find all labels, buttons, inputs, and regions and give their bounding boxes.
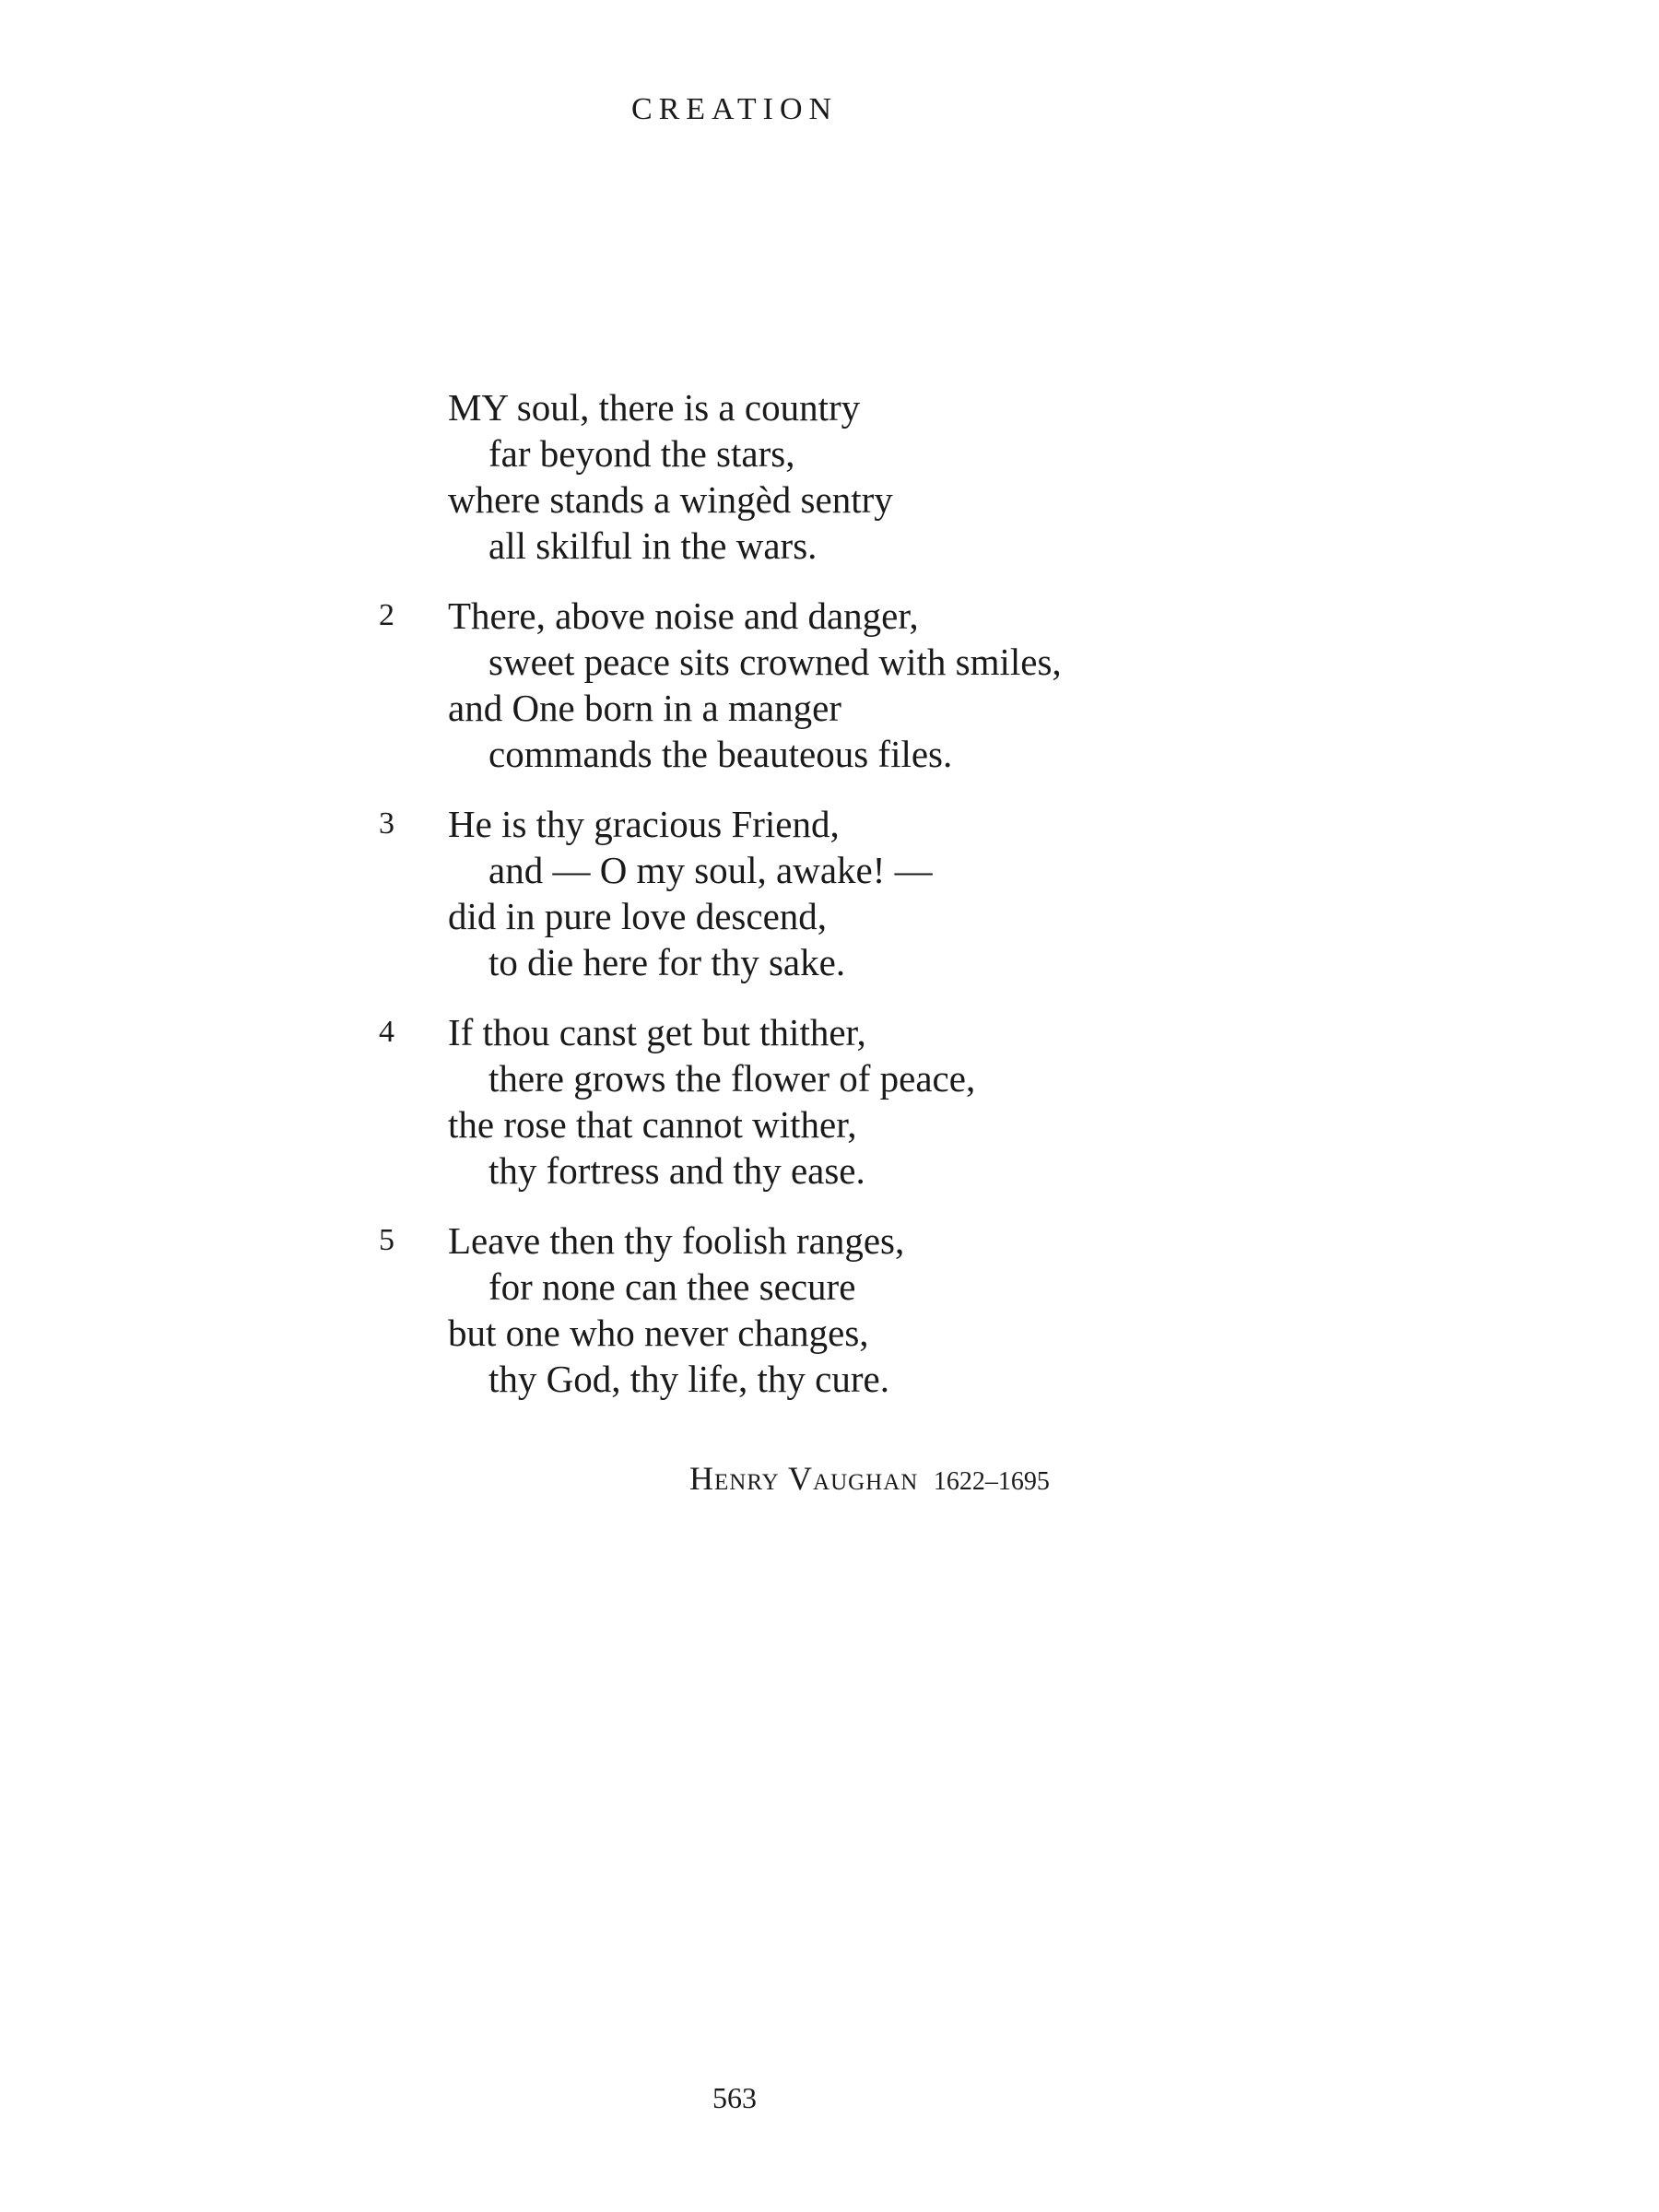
stanza-2 bbox=[0, 593, 1659, 777]
hymn-line: for none can thee secure bbox=[488, 1265, 856, 1308]
hymn-line: He is thy gracious Friend, bbox=[448, 803, 840, 845]
verse-number: 5 bbox=[379, 1223, 394, 1257]
attribution bbox=[689, 1459, 1050, 1498]
hymn-line: but one who never changes, bbox=[448, 1312, 869, 1354]
verse-number: 3 bbox=[379, 806, 394, 841]
hymn-line: to die here for thy sake. bbox=[488, 941, 846, 983]
stanza-4 bbox=[0, 1009, 1659, 1194]
hymn-line: the rose that cannot wither, bbox=[448, 1103, 857, 1146]
hymn-line: did in pure love descend, bbox=[448, 895, 828, 937]
hymn-line: thy God, thy life, thy cure. bbox=[488, 1358, 889, 1400]
hymn-line: commands the beauteous files. bbox=[488, 733, 953, 775]
hymn-line: there grows the flower of peace, bbox=[488, 1057, 976, 1100]
hymn-line: sweet peace sits crowned with smiles, bbox=[488, 641, 1062, 683]
hymn-line: where stands a wingèd sentry bbox=[448, 478, 893, 521]
author-dates: 1622–1695 bbox=[933, 1467, 1050, 1496]
page-title: CREATION bbox=[630, 92, 839, 126]
verse-number: 2 bbox=[379, 598, 394, 632]
stanza-1 bbox=[0, 384, 1659, 569]
stanza-3 bbox=[0, 801, 1659, 985]
hymn-line: If thou canst get but thither, bbox=[448, 1011, 866, 1053]
verse-number: 4 bbox=[379, 1015, 394, 1049]
page-number: 563 bbox=[712, 2081, 757, 2114]
stanza-5 bbox=[0, 1218, 1659, 1402]
hymn-text bbox=[0, 384, 1659, 1426]
hymn-line: thy fortress and thy ease. bbox=[488, 1149, 865, 1192]
hymn-line: all skilful in the wars. bbox=[488, 524, 818, 567]
hymn-line: and One born in a manger bbox=[448, 687, 841, 729]
hymn-line: far beyond the stars, bbox=[488, 432, 795, 475]
hymn-line: MY soul, there is a country bbox=[448, 386, 861, 429]
hymn-line: There, above noise and danger, bbox=[448, 594, 919, 637]
hymn-line: and — O my soul, awake! — bbox=[488, 849, 933, 891]
hymn-line: Leave then thy foolish ranges, bbox=[448, 1219, 905, 1262]
author-name: Henry Vaughan bbox=[689, 1460, 919, 1497]
